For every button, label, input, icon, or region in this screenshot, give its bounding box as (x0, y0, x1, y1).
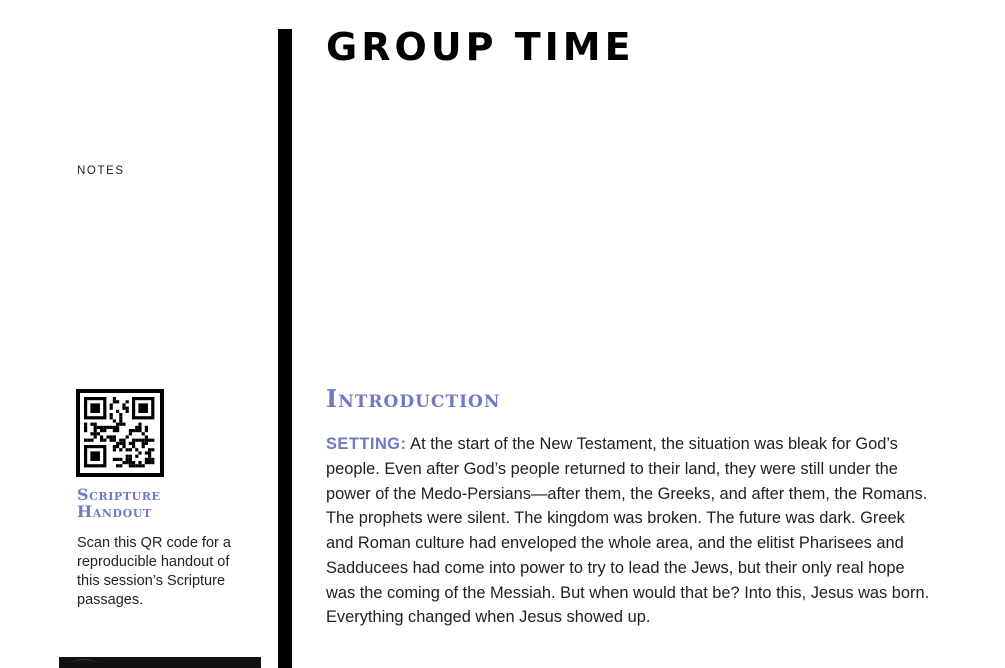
qr-code-icon[interactable] (76, 389, 164, 477)
dark-photo-thumbnail (59, 657, 261, 668)
vertical-divider-bar (278, 29, 292, 668)
handout-title-line2: Handout (77, 502, 152, 521)
handout-title (77, 486, 257, 520)
notes-label: NOTES (77, 165, 125, 177)
handout-title-line1: Scripture (77, 485, 161, 504)
setting-paragraph (326, 432, 936, 630)
section-heading: Introduction (326, 384, 501, 413)
handout-description: Scan this QR code for a reproducible handout of this session’s Scripture passages. (77, 535, 231, 608)
page-title: GROUP TIME (326, 25, 635, 69)
setting-label: SETTING: (326, 435, 407, 453)
setting-text: At the start of the New Testament, the situation was bleak for God’s people. Even after God’s people returned to their land, they were still under the power of the Medo-Persians—after them, the Greeks, and after them, the Romans. The prophets were silent. The kingdom was broken. The future was dark. Greek and Roman culture had enveloped the whole area, and the elitist Pharisees and Sadducees had come into power to try to lead the Jews, but their only real hope was the coming of the Messiah. But when would that be? Into this, Jesus was born. Everything changed when Jesus showed up. (326, 435, 930, 627)
